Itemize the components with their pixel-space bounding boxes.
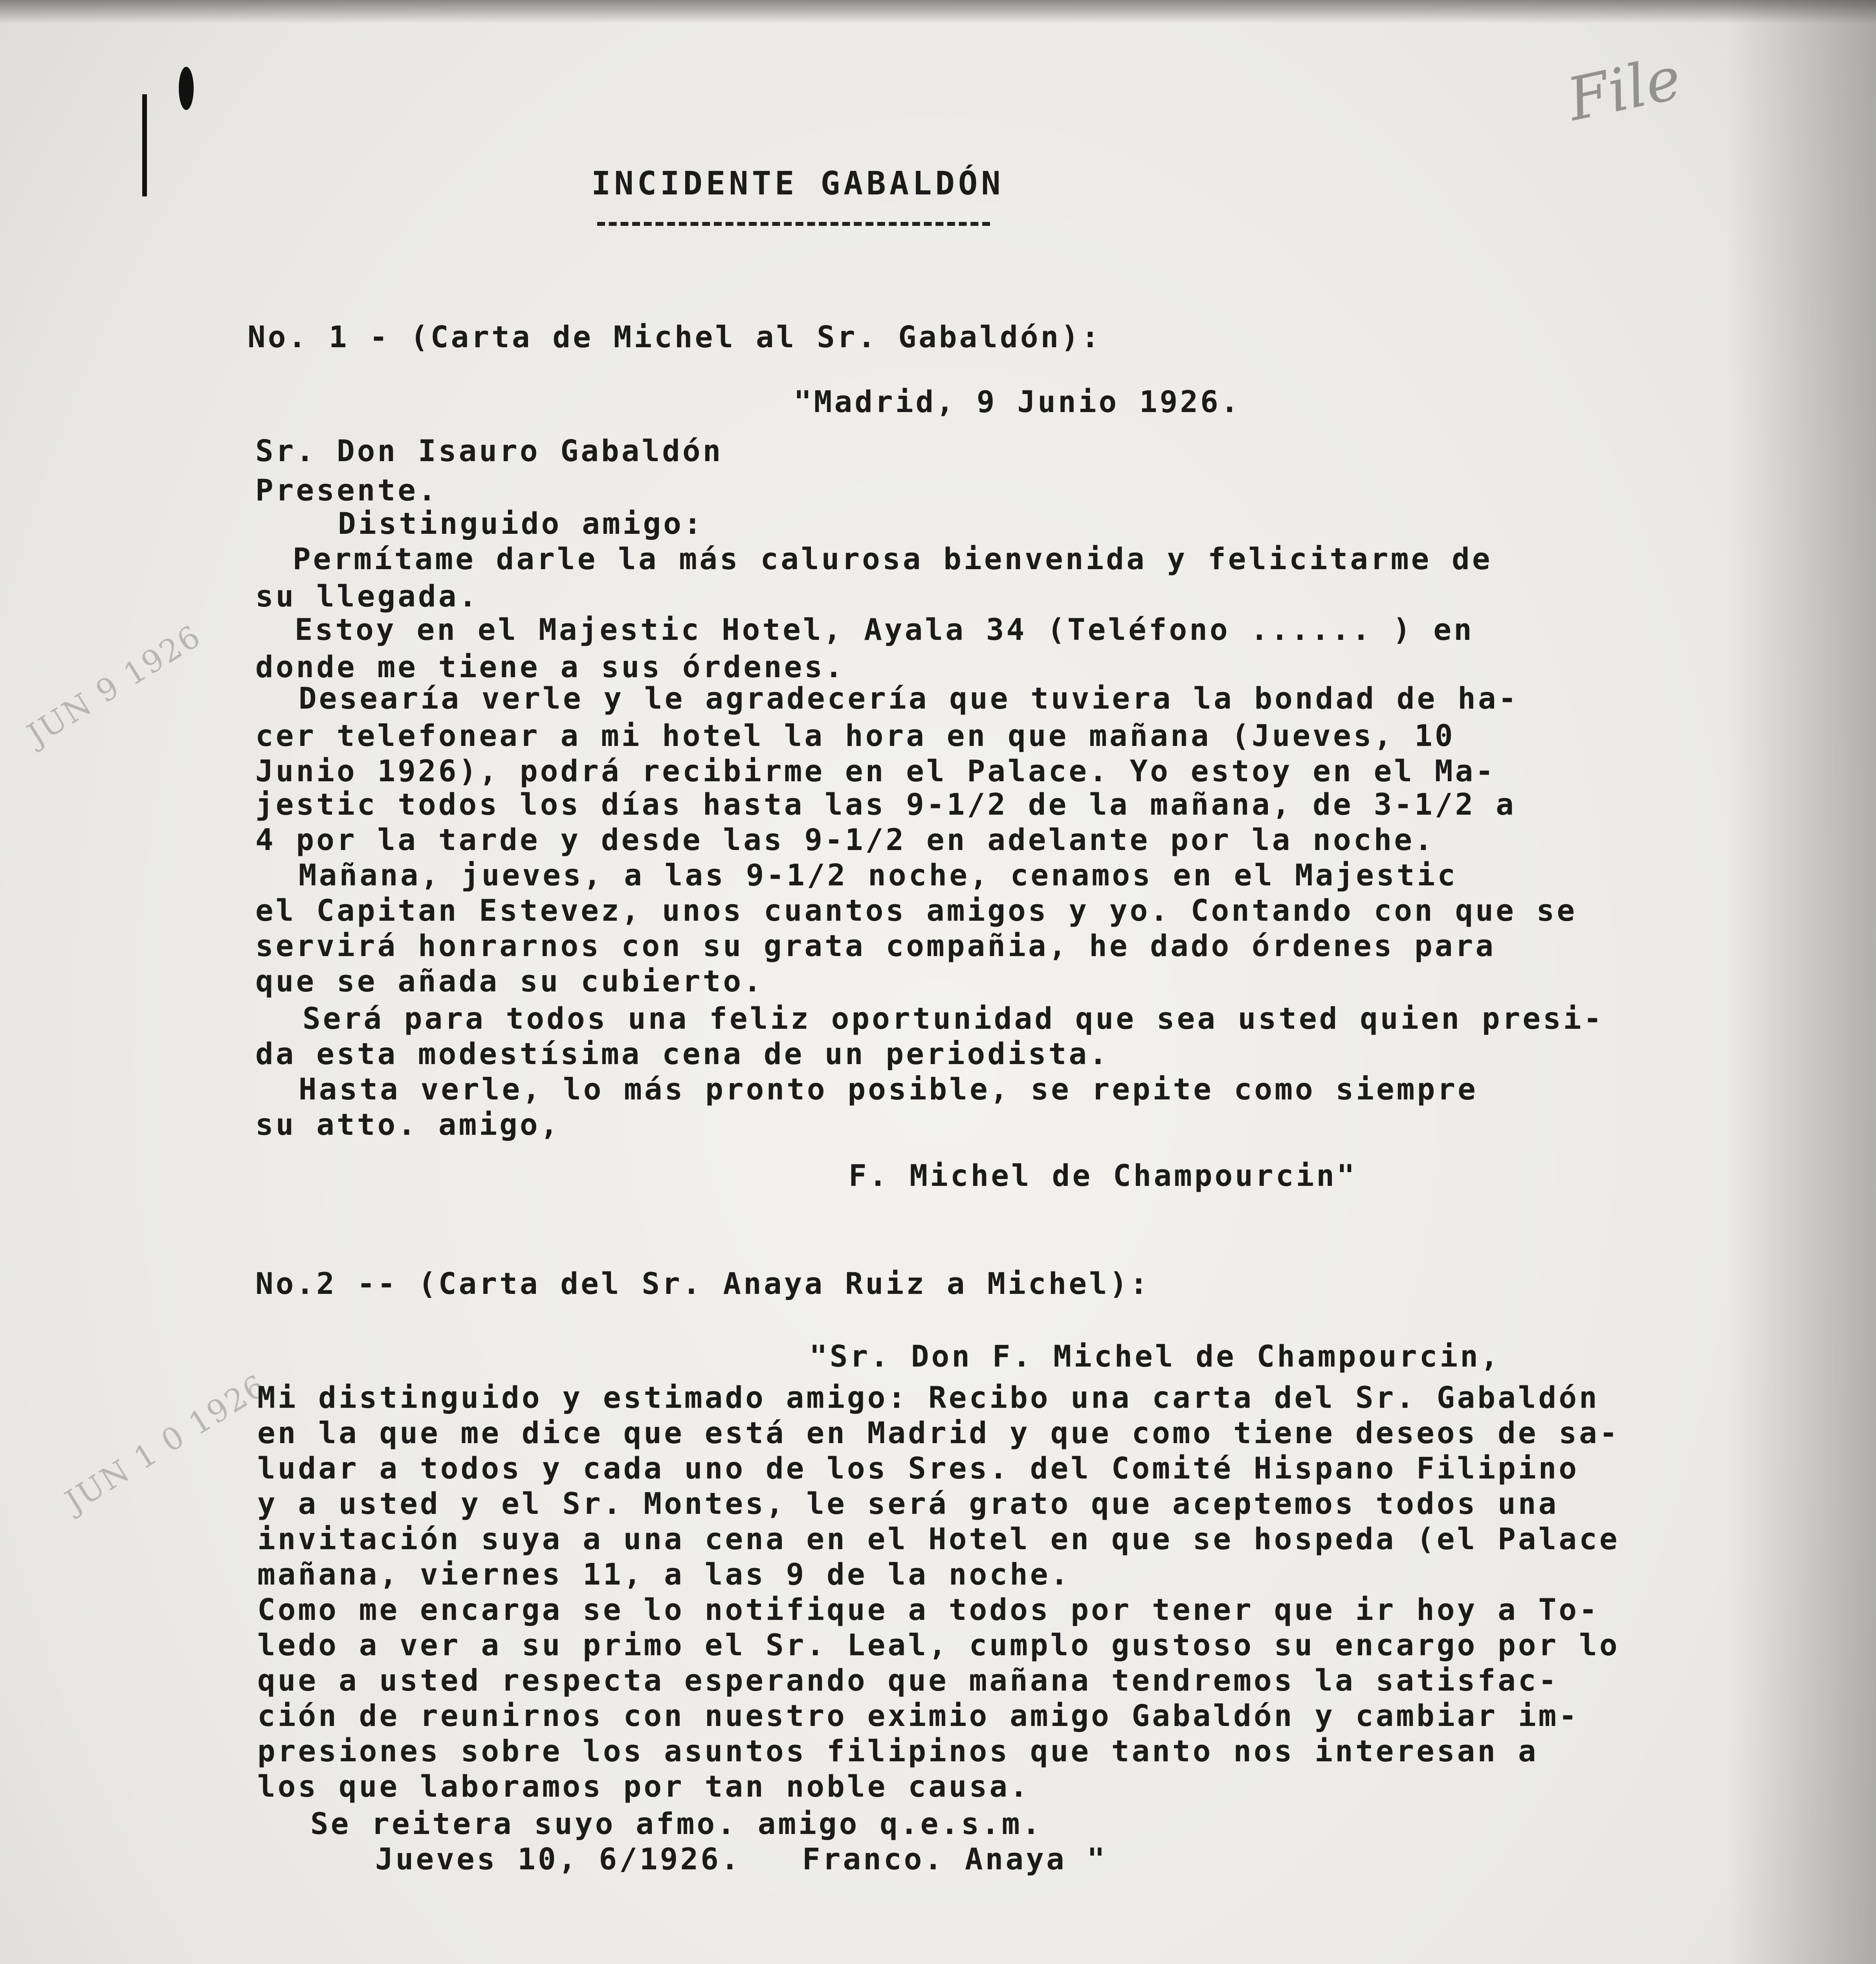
binding-mark — [142, 94, 147, 196]
text-line: 4 por la tarde y desde las 9-1/2 en adelante por la noche. — [255, 822, 1435, 857]
text-line: jestic todos los días hasta las 9-1/2 de la mañana, de 3-1/2 a — [255, 787, 1516, 822]
text-line: Estoy en el Majestic Hotel, Ayala 34 (Teléfono ...... ) en — [295, 612, 1474, 647]
section-heading: No.2 -- (Carta del Sr. Anaya Ruiz a Michel): — [255, 1266, 1150, 1301]
signature-line: Jueves 10, 6/1926. Franco. Anaya " — [375, 1841, 1108, 1876]
text-line: Desearía verle y le agradecería que tuviera la bondad de ha- — [299, 681, 1519, 716]
salutation: Distinguido amigo: — [338, 506, 704, 541]
text-line: el Capitan Estevez, unos cuantos amigos y yo. Contando con que se — [255, 893, 1577, 928]
text-line: Permítame darle la más calurosa bienvenida y felicitarme de — [293, 541, 1493, 576]
text-line: da esta modestísima cena de un periodista. — [255, 1036, 1109, 1071]
text-line: Hasta verle, lo más pronto posible, se repite como siempre — [299, 1072, 1478, 1107]
document-title: INCIDENTE GABALDÓN — [591, 165, 1004, 202]
title-underline — [597, 222, 990, 226]
text-line: mañana, viernes 11, a las 9 de la noche. — [257, 1557, 1071, 1592]
section-heading: No. 1 - (Carta de Michel al Sr. Gabaldón): — [248, 319, 1102, 354]
text-line: ción de reunirnos con nuestro eximio amigo Gabaldón y cambiar im- — [257, 1698, 1579, 1733]
addressee: "Sr. Don F. Michel de Champourcin, — [809, 1339, 1501, 1374]
text-line: que se añada su cubierto. — [255, 964, 764, 998]
date-stamp: JUN 9 1926 — [21, 618, 208, 753]
text-line: Mi distinguido y estimado amigo: Recibo una carta del Sr. Gabaldón — [257, 1380, 1599, 1415]
text-line: presiones sobre los asuntos filipinos que tanto nos interesan a — [257, 1733, 1539, 1768]
text-line: su llegada. — [255, 579, 479, 614]
letter-date: "Madrid, 9 Junio 1926. — [794, 384, 1241, 419]
text-line: donde me tiene a sus órdenes. — [255, 649, 845, 684]
text-line: Junio 1926), podrá recibirme en el Palace. Yo estoy en el Ma- — [255, 753, 1496, 788]
addressee: Sr. Don Isauro Gabaldón — [255, 433, 723, 468]
text-line: Presente. — [255, 473, 438, 507]
text-line: Mañana, jueves, a las 9-1/2 noche, cenamos en el Majestic — [299, 857, 1458, 892]
text-line: ledo a ver a su primo el Sr. Leal, cumplo gustoso su encargo por lo — [257, 1627, 1620, 1662]
text-line: los que laboramos por tan noble causa. — [257, 1769, 1030, 1804]
date-stamp: JUN 1 0 1926 — [59, 1367, 273, 1520]
text-line: Como me encarga se lo notifique a todos por tener que ir hoy a To- — [257, 1592, 1599, 1627]
scan-edge-shadow-top — [0, 0, 1876, 24]
handwritten-note: File — [1562, 44, 1687, 135]
text-line: y a usted y el Sr. Montes, le será grato que aceptemos todos una — [257, 1486, 1559, 1521]
text-line: su atto. amigo, — [255, 1107, 561, 1142]
scan-edge-shadow-right — [1727, 0, 1876, 1964]
text-line: ludar a todos y cada uno de los Sres. del Comité Hispano Filipino — [257, 1451, 1579, 1486]
binding-mark — [179, 67, 194, 110]
text-line: Será para todos una feliz oportunidad que sea usted quien presi- — [303, 1001, 1604, 1036]
signature-line: F. Michel de Champourcin" — [849, 1158, 1357, 1193]
text-line: cer telefonear a mi hotel la hora en que mañana (Jueves, 10 — [255, 718, 1455, 753]
text-line: servirá honrarnos con su grata compañia, he dado órdenes para — [255, 928, 1496, 963]
text-line: que a usted respecta esperando que mañana tendremos la satisfac- — [257, 1663, 1559, 1698]
text-line: en la que me dice que está en Madrid y que como tiene deseos de sa- — [257, 1415, 1620, 1450]
text-line: invitación suya a una cena en el Hotel en que se hospeda (el Palace — [257, 1521, 1620, 1556]
text-line: Se reitera suyo afmo. amigo q.e.s.m. — [310, 1806, 1043, 1841]
